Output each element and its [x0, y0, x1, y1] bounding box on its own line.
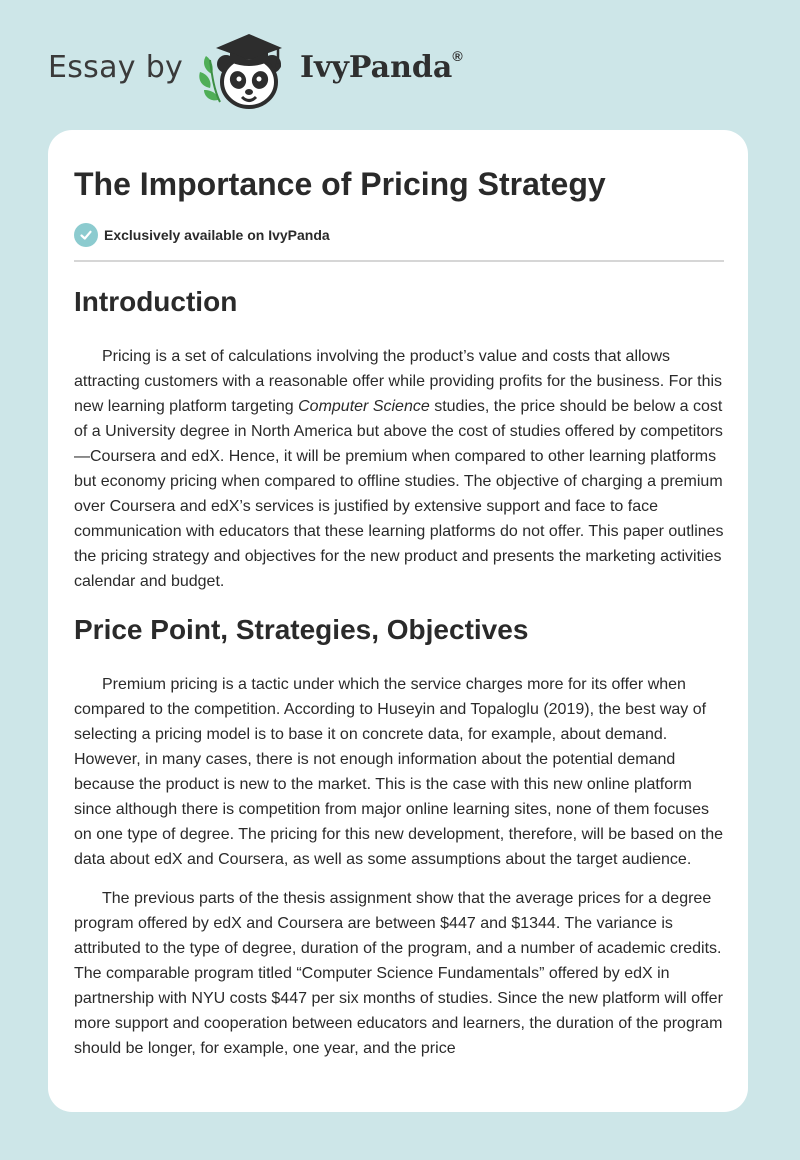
checkmark-icon [79, 228, 93, 242]
paragraph-price-2: The previous parts of the thesis assignment show that the average prices for a degree program offered by edX and Coursera are between $447 and $1344. The variance is attributed to the type of degree, duration of the program, and a number of academic credits. The comparable program titled “Computer Science Fundamentals” offered by edX in partnership with NYU costs $447 per six months of studies. Since the new platform will offer more support and cooperation between educators and learners, the duration of the program should be longer, for example, one year, and the price [74, 890, 723, 1057]
check-circle-icon [74, 223, 98, 247]
paragraph-emphasis: Computer Science [298, 398, 430, 415]
site-header [0, 0, 800, 130]
brand-name-text: IvyPanda [300, 50, 453, 85]
section-heading-price-point: Price Point, Strategies, Objectives [74, 614, 529, 645]
paragraph-text: Pricing is a set of calculations involving the product’s value and costs that allows attracting customers with a reasonable offer while providing profits for the business. For this new learning platform targeting [74, 348, 723, 415]
brand-prefix: Essay by [48, 50, 184, 85]
section-heading-introduction: Introduction [74, 286, 238, 317]
article-card [48, 130, 748, 1112]
paragraph-price-1: Premium pricing is a tactic under which the service charges more for its offer when compared to the competition. According to Huseyin and Topaloglu (2019), the best way of selecting a pricing model is to base it on concrete data, for example, about demand. However, in many cases, there is not enough information about the potential demand because the product is new to the market. This is the case with this new online platform since although there is competition from major online learning sites, none of them focuses on one type of degree. The pricing for this new development, therefore, will be based on the data about edX and Coursera, as well as some assumptions about the target audience. [74, 676, 723, 868]
exclusive-text: Exclusively available on IvyPanda [104, 227, 330, 243]
paragraph-introduction [74, 344, 724, 594]
page-title: The Importance of Pricing Strategy [74, 166, 606, 202]
registered-mark: ® [452, 48, 463, 64]
exclusive-badge [74, 222, 330, 248]
paragraph-text: studies, the price should be below a cost of a University degree in North America but above the cost of studies offered by competitors—Coursera and edX. Hence, it will be premium when compared to other learning platforms but economy pricing when compared to offline studies. The objective of charging a premium over Coursera and edX’s services is justified by extensive support and face to face communication with educators that these learning platforms do not offer. This paper outlines the pricing strategy and objectives for the new product and presents the marketing activities calendar and budget. [74, 398, 724, 590]
panda-logo-icon[interactable] [198, 30, 294, 112]
brand-name[interactable] [300, 50, 463, 85]
title-divider [74, 260, 724, 262]
article-content [74, 280, 724, 1061]
